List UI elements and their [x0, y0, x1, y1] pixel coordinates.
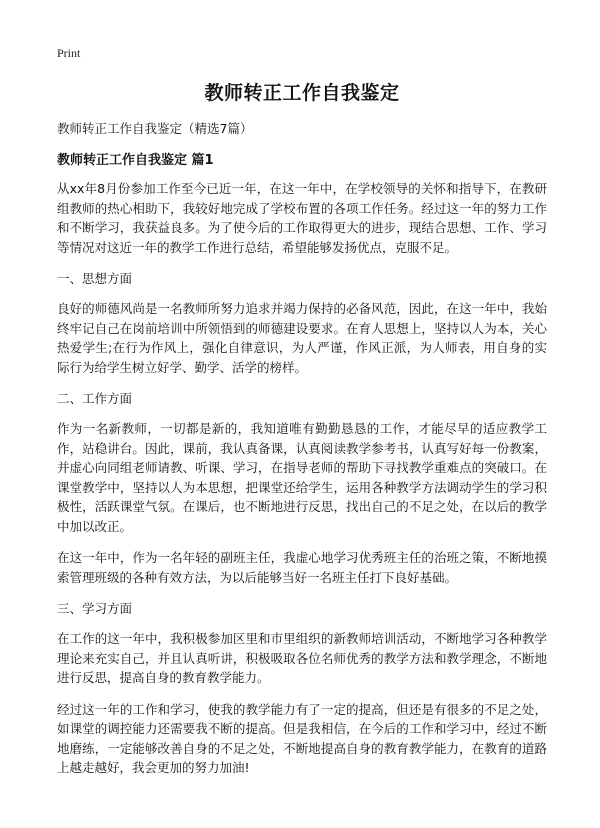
document-subtitle: 教师转正工作自我鉴定（精选7篇） [57, 121, 253, 136]
section-paragraph: 良好的师德风尚是一名教师所努力追求并竭力保持的必备风范，因此，在这一年中，我始终牢记自己在岗前培训中所领悟到的师德建设要求。在育人思想上，坚持以人为本，关心热爱学生;在行为作风上，强化自律意识，为人严谨，作风正派，为人师表，用自身的实际行为给学生树立好学、勤学、活学的榜样。 [57, 301, 547, 375]
section-paragraph: 在这一年中，作为一名年轻的副班主任，我虚心地学习优秀班主任的治班之策，不断地摸索管理班级的各种有效方法，为以后能够当好一名班主任打下良好基础。 [57, 550, 547, 585]
section-paragraph: 经过这一年的工作和学习，使我的教学能力有了一定的提高，但还是有很多的不足之处，如课堂的调控能力还需要我不断的提高。但是我相信，在今后的工作和学习中，经过不断地磨练，一定能够改善自身的不足之处，不断地提高自身的教育教学能力，在教育的道路上越走越好，我会更加的努力加油! [57, 701, 547, 775]
section-paragraph: 作为一名新教师，一切都是新的，我知道唯有勤勤恳恳的工作，才能尽早的适应教学工作，站稳讲台。因此，课前，我认真备课，认真阅读教学参考书，认真写好每一份教案，并虚心向同组老师请教、听课、学习，在指导老师的帮助下寻找教学重难点的突破口。在课堂教学中，坚持以人为本思想，把课堂还给学生，运用各种教学方法调动学生的学习积极性，活跃课堂气氛。在课后，也不断地进行反思，找出自己的不足之处，在以后的教学中加以改正。 [57, 421, 547, 534]
section-heading-thought: 一、思想方面 [57, 271, 133, 286]
article-heading: 教师转正工作自我鉴定 篇1 [57, 153, 214, 168]
document-title: 教师转正工作自我鉴定 [204, 82, 400, 104]
print-label: Print [57, 46, 81, 60]
section-heading-work: 二、工作方面 [57, 391, 133, 406]
section-heading-study: 三、学习方面 [57, 601, 133, 616]
section-paragraph: 在工作的这一年中，我积极参加区里和市里组织的新教师培训活动，不断地学习各种教学理论来充实自己，并且认真听讲，积极吸取各位名师优秀的教学方法和教学理念，不断地进行反思，提高自身的教育教学能力。 [57, 631, 547, 685]
document-page [57, 74, 547, 790]
intro-paragraph: 从xx年8月份参加工作至今已近一年，在这一年中，在学校领导的关怀和指导下，在教研组教师的热心相助下，我较好地完成了学校布置的各项工作任务。经过这一年的努力工作和不断学习，我获益良多。为了使今后的工作取得更大的进步，现结合思想、工作、学习等情况对这近一年的教学工作进行总结，希望能够发扬优点，克服不足。 [57, 181, 547, 255]
